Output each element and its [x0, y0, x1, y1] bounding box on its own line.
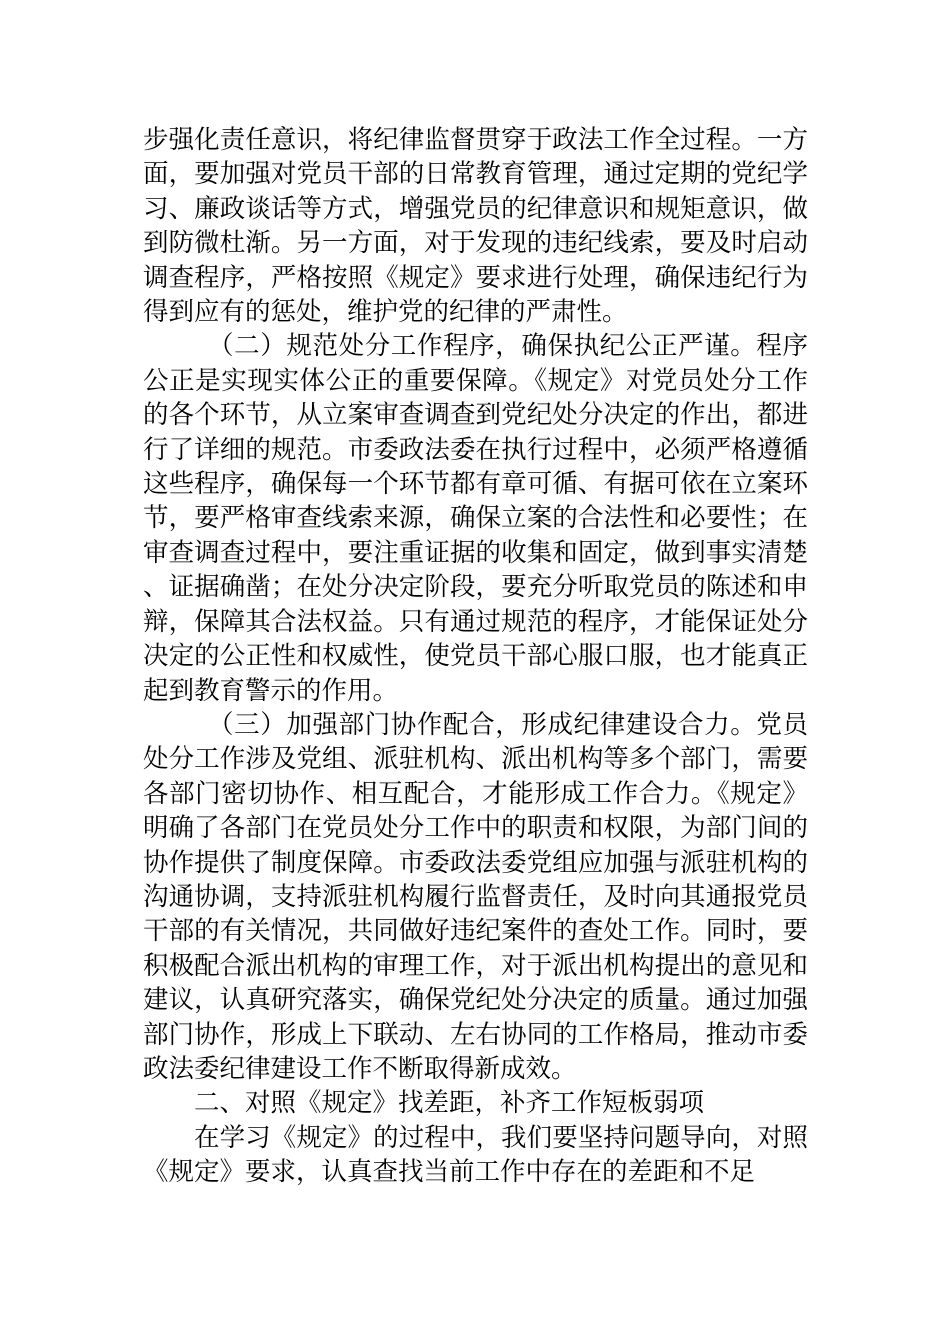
paragraph-problem-oriented: 在学习《规定》的过程中，我们要坚持问题导向，对照《规定》要求，认真查找当前工作中存在的差距和不足 [143, 1122, 808, 1188]
document-body [143, 123, 808, 1190]
paragraph-discipline-supervision: 步强化责任意识，将纪律监督贯穿于政法工作全过程。一方面，要加强对党员干部的日常教育管理，通过定期的党纪学习、廉政谈话等方式，增强党员的纪律意识和规矩意识，做到防微杜渐。另一方面，对于发现的违纪线索，要及时启动调查程序，严格按照《规定》要求进行处理，确保违纪行为得到应有的惩处，维护党的纪律的严肃性。 [143, 125, 808, 328]
paragraph-section-three-cooperation: （三）加强部门协作配合，形成纪律建设合力。党员处分工作涉及党组、派驻机构、派出机构等多个部门，需要各部门密切协作、相互配合，才能形成工作合力。《规定》明确了各部门在党员处分工作中的职责和权限，为部门间的协作提供了制度保障。市委政法委党组应加强与派驻机构的沟通协调，支持派驻机构履行监督责任，及时向其通报党员干部的有关情况，共同做好违纪案件的查处工作。同时，要积极配合派出机构的审理工作，对于派出机构提出的意见和建议，认真研究落实，确保党纪处分决定的质量。通过加强部门协作，形成上下联动、左右协同的工作格局，推动市委政法委纪律建设工作不断取得新成效。 [143, 709, 808, 1084]
section-heading: 二、对照《规定》找差距，补齐工作短板弱项 [194, 1088, 705, 1119]
paragraph-section-two-procedure: （二）规范处分工作程序，确保执纪公正严谨。程序公正是实现实体公正的重要保障。《规定》对党员处分工作的各个环节，从立案审查调查到党纪处分决定的作出，都进行了详细的规范。市委政法委在执行过程中，必须严格遵循这些程序，确保每一个环节都有章可循、有据可依在立案环节，要严格审查线索来源，确保立案的合法性和必要性；在审查调查过程中，要注重证据的收集和固定，做到事实清楚、证据确凿；在处分决定阶段，要充分听取党员的陈述和申辩，保障其合法权益。只有通过规范的程序，才能保证处分决定的公正性和权威性，使党员干部心服口服，也才能真正起到教育警示的作用。 [143, 331, 808, 706]
